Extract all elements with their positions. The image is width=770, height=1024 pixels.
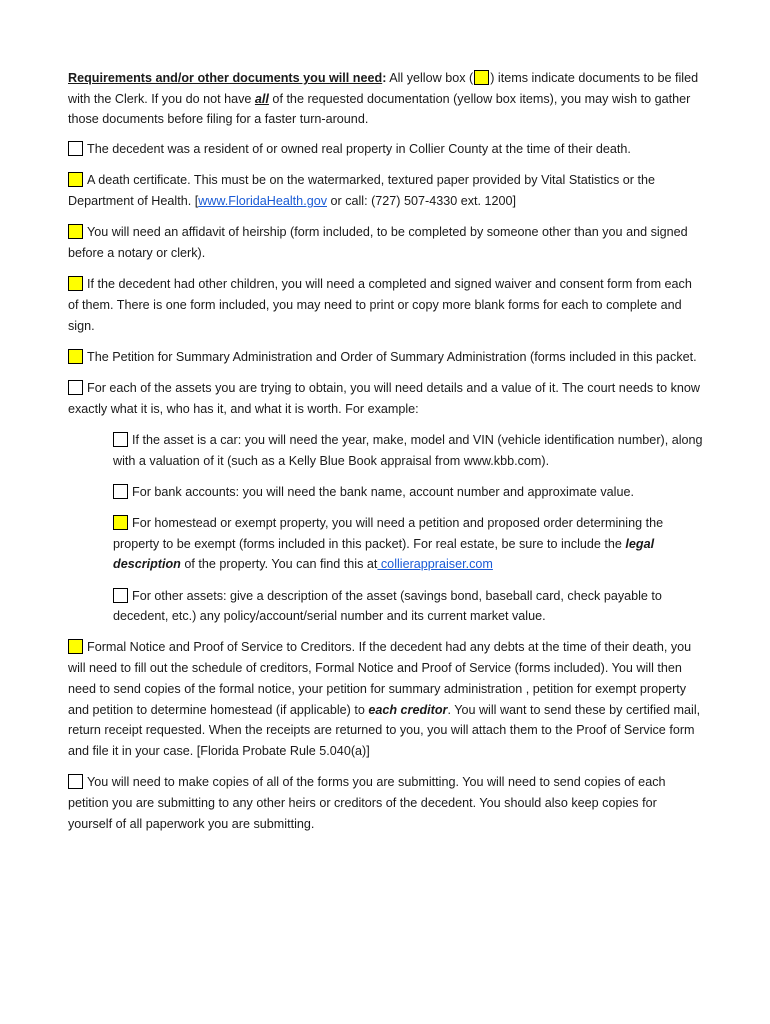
- item-resident-text: The decedent was a resident of or owned real property in Collier County at the time of their death.: [87, 142, 631, 157]
- requirements-section: [68, 68, 704, 845]
- checkbox-creditor-notice[interactable]: [68, 639, 83, 654]
- item-homestead-text-a: For homestead or exempt property, you will need a petition and proposed order determining the property to be exempt (forms included in this packet). For real estate, be sure to include the: [113, 515, 664, 551]
- legal-description-emphasis: legal description: [113, 536, 655, 572]
- item-death-certificate: [68, 170, 704, 211]
- checkbox-homestead[interactable]: [113, 515, 128, 530]
- yellow-box-legend-icon: [474, 70, 489, 85]
- item-heirship: [68, 222, 704, 263]
- item-death-certificate-text-b: or call: (727) 507-4330 ext. 1200]: [327, 194, 517, 209]
- checkbox-bank[interactable]: [113, 484, 128, 499]
- item-creditor-notice-text-a: Formal Notice and Proof of Service to Creditors. If the decedent had any debts at the time of their death, you will need to fill out the schedule of creditors, Formal Notice and Proof of Service (forms included). You will then need to send copies of the formal notice, your petition for summary administration , petition for exempt property and petition to determine homestead (if applicable) to: [68, 640, 692, 717]
- heading-colon: :: [382, 71, 387, 85]
- section-heading: Requirements and/or other documents you will need: [68, 71, 383, 85]
- item-waiver-text: If the decedent had other children, you will need a completed and signed waiver and consent form from each of them. There is one form included, you may need to print or copy more blank forms for each to complete and sign.: [68, 277, 692, 333]
- checkbox-assets[interactable]: [68, 380, 83, 395]
- intro-text-b: ) items indicate documents to be filed with the Clerk. If you do not have: [68, 71, 699, 106]
- intro-text-a: All yellow box (: [386, 71, 474, 85]
- item-bank: [113, 482, 704, 503]
- item-petition: [68, 347, 704, 368]
- florida-health-link[interactable]: www.FloridaHealth.gov: [198, 194, 327, 209]
- item-petition-text: The Petition for Summary Administration and Order of Summary Administration (forms included in this packet.: [87, 349, 697, 364]
- item-other-assets-text: For other assets: give a description of the asset (savings bond, baseball card, check payable to decedent, etc.) any policy/account/serial number and its current market value.: [113, 588, 662, 624]
- item-waiver: [68, 274, 704, 336]
- checkbox-resident[interactable]: [68, 141, 83, 156]
- item-resident: [68, 139, 704, 160]
- item-car-text: If the asset is a car: you will need the year, make, model and VIN (vehicle identification number), along with a valuation of it (such as a Kelly Blue Book appraisal from www.kbb.com).: [113, 432, 703, 468]
- item-creditor-notice-text-b: . You will want to send these by certified mail, return receipt requested. When the receipts are returned to you, you will attach them to the Proof of Service form and file it in your case. [Florida Probate Rule 5.040(a)]: [68, 702, 701, 758]
- intro-paragraph: [68, 68, 704, 130]
- checkbox-death-certificate[interactable]: [68, 172, 83, 187]
- collier-appraiser-link[interactable]: collierappraiser.com: [377, 557, 493, 572]
- item-copies-text: You will need to make copies of all of the forms you are submitting. You will need to send copies of each petition you are submitting to any other heirs or creditors of the decedent. You should also keep copies for yourself of all paperwork you are submitting.: [68, 775, 666, 831]
- item-other-assets: [113, 586, 704, 627]
- item-copies: [68, 772, 704, 834]
- checkbox-copies[interactable]: [68, 774, 83, 789]
- checkbox-car[interactable]: [113, 432, 128, 447]
- item-homestead: [113, 513, 704, 575]
- item-creditor-notice: [68, 637, 704, 761]
- checkbox-other-assets[interactable]: [113, 588, 128, 603]
- item-homestead-text-b: of the property. You can find this at: [180, 557, 378, 572]
- item-death-certificate-text-a: A death certificate. This must be on the watermarked, textured paper provided by Vital Statistics or the Department of Health. [: [68, 173, 655, 209]
- checkbox-heirship[interactable]: [68, 224, 83, 239]
- item-assets-text: For each of the assets you are trying to obtain, you will need details and a value of it. The court needs to know exactly what it is, who has it, and what it is worth. For example:: [68, 380, 701, 416]
- checkbox-petition[interactable]: [68, 349, 83, 364]
- item-bank-text: For bank accounts: you will need the bank name, account number and approximate value.: [132, 484, 634, 499]
- checkbox-waiver[interactable]: [68, 276, 83, 291]
- item-car: [113, 430, 704, 471]
- intro-emphasis: all: [254, 91, 269, 106]
- item-assets: [68, 378, 704, 419]
- each-creditor-emphasis: each creditor: [368, 702, 448, 717]
- intro-text-c: of the requested documentation (yellow box items), you may wish to gather those documents before filing for a faster turn-around.: [68, 91, 691, 127]
- item-heirship-text: You will need an affidavit of heirship (form included, to be completed by someone other than you and signed before a notary or clerk).: [68, 225, 688, 260]
